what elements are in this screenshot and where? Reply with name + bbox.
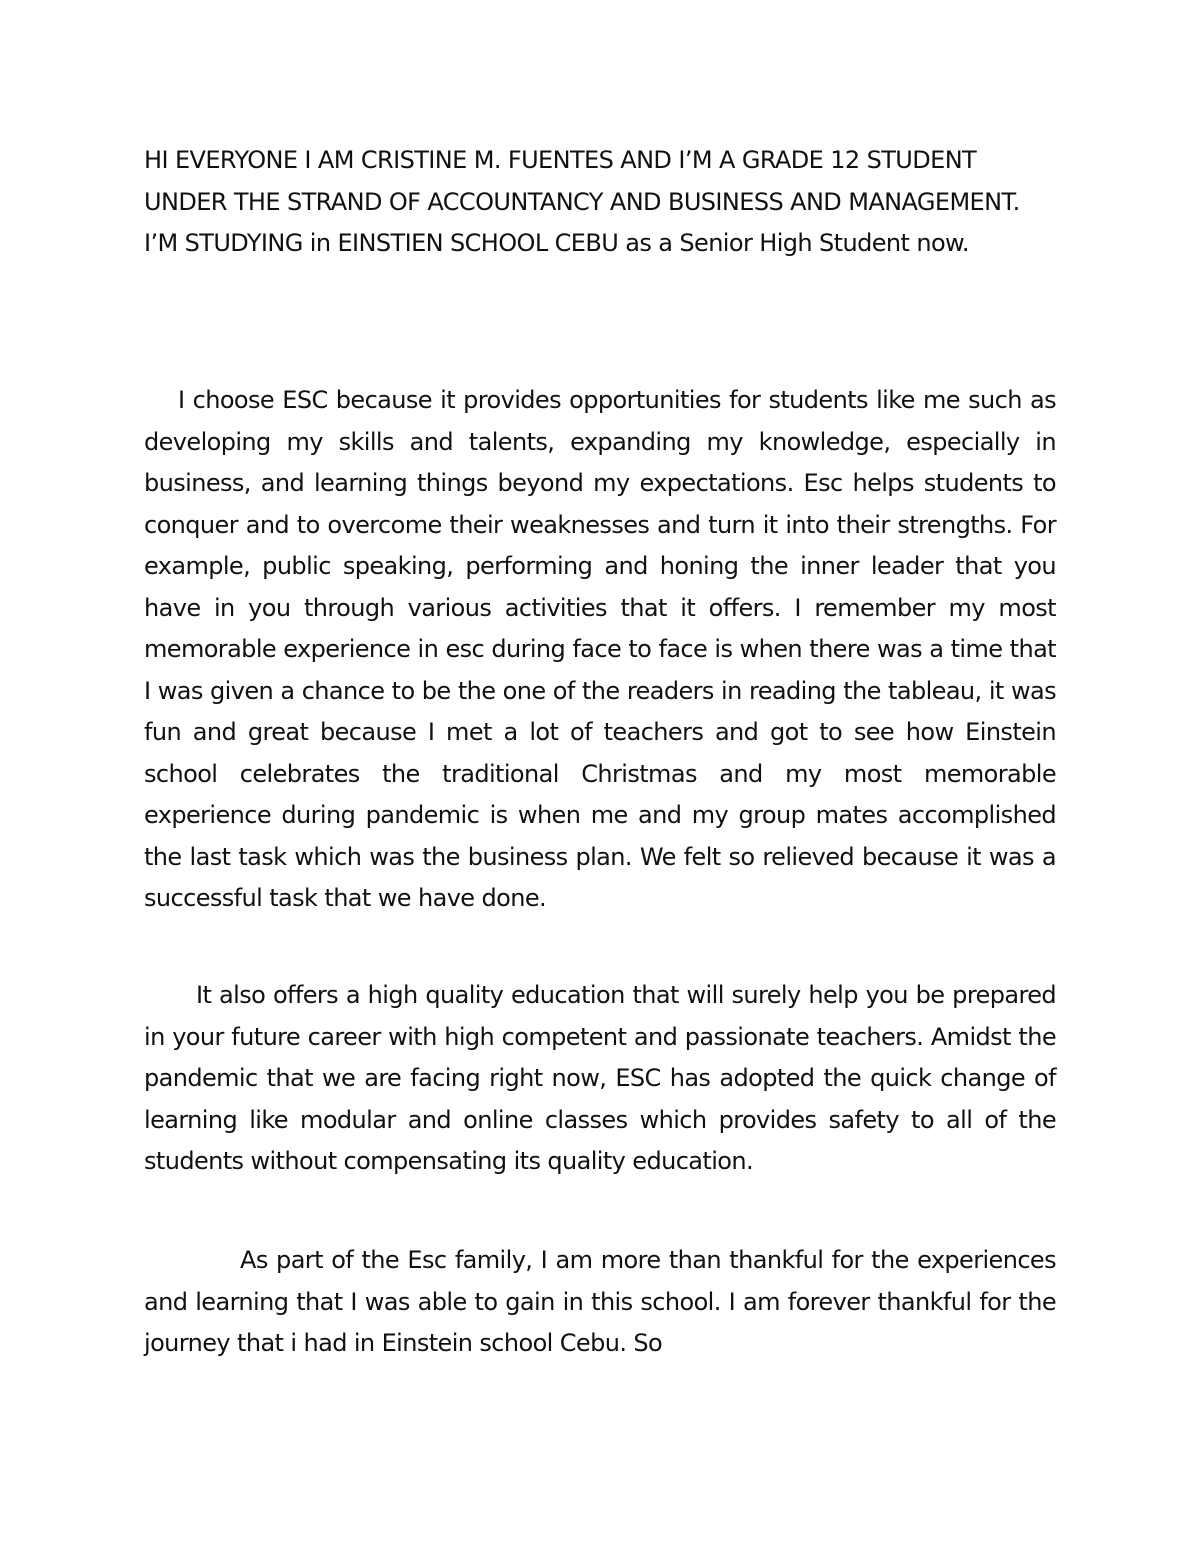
reason-paragraph: I choose ESC because it provides opportunities for students like me such as developing my skills and talents, expanding my knowledge, especially in business, and learning things beyond my expectations. Esc helps students to conquer and to overcome their weaknesses and turn it into their strengths. For example, public speaking, performing and honing the inner leader that you have in you through various activities that it offers. I remember my most memorable experience in esc during face to face is when there was a time that I was given a chance to be the one of the readers in reading the tableau, it was fun and great because I met a lot of teachers and got to see how Einstein school celebrates the traditional Christmas and my most memorable experience during pandemic is when me and my group mates accomplished the last task which was the business plan. We felt so relieved because it was a successful task that we have done. [144,386,1056,912]
closing-paragraph: As part of the Esc family, I am more than thankful for the experiences and learning that I was able to gain in this school. I am forever thankful for the journey that i had in Einstein school Cebu. So [144,1246,1056,1357]
education-paragraph: It also offers a high quality education that will surely help you be prepared in your future career with high competent and passionate teachers. Amidst the pandemic that we are facing right now, ESC has adopted the quick change of learning like modular and online classes which provides safety to all of the students without compensating its quality education. [144,981,1056,1175]
intro-paragraph: HI EVERYONE I AM CRISTINE M. FUENTES AND I’M A GRADE 12 STUDENT UNDER THE STRAND OF ACCOUNTANCY AND BUSINESS AND MANAGEMENT. I’M STUDYING in EINSTIEN SCHOOL CEBU as a Senior High Student now. [144,146,1020,257]
